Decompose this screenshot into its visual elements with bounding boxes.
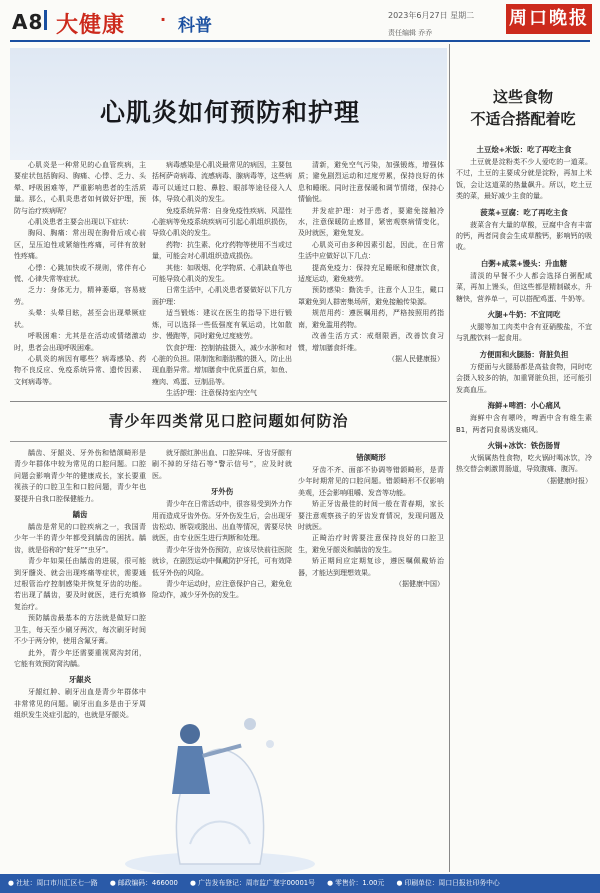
subhead-malocclusion: 错颌畸形 [356,453,386,462]
article2-rule [10,441,447,442]
footer-item: ● 零售价：1.00元 [327,879,385,887]
sidebar-source: （据健康时报） [543,476,592,485]
page-header [0,0,600,50]
article2-column-3: 错颌畸形 牙齿不齐、面部不协调等错颌畸形，是青少年时期常见的口腔问题。错颌畸形不仅影响美观，还会影响咀嚼、发音等功能。 矫正牙齿最佳的时间一般在青春期，家长要注意观察孩子的牙齿发育情况，发现问题及时就医。 正畸治疗时需要注意保持良好的口腔卫生，避免牙龈炎和龋齿的发生。 矫正期间应定期复诊，遵医嘱佩戴矫治器，才能达到理想效果。 （据健康中国） [298,448,444,688]
header-rule [10,40,590,42]
article-separator [10,401,447,402]
article2-source: （据健康中国） [395,580,444,589]
sidebar-subhead: 菠菜+豆腐：吃了再吃主食 [480,207,568,217]
sidebar-subhead: 方便面和火腿肠：肾脏负担 [479,349,569,359]
article2-column-2: 就牙龈红肿出血、口腔异味、牙齿牙龈有刷不掉的牙结石等“警示信号”，应及时就医。 牙外伤 青少年在日常活动中，很容易受到外力作用而造成牙齿外伤。牙外伤发生后，会出现牙齿松动、断裂或脱出、出血等情况，需要尽快就医，由专业医生进行判断和处理。 青少年牙齿外伤预防，应该尽快前往医院就诊，在剧烈运动中佩戴防护牙托，可有效降低牙外伤的风险。 青少年运动时，应注意保护自己，避免危险动作，减少牙外伤的发生。 [152,449,292,600]
sidebar-subhead: 土豆烩+米饭：吃了再吃主食 [476,145,572,154]
footer-item: ● 广告发布登记：周市监广登字00001号 [190,879,315,887]
section-name: 大健康 [56,12,126,38]
page-footer [0,874,600,893]
footer-item: ● 邮政编码：466000 [109,879,178,887]
article2-column-1: 龋齿、牙龈炎、牙外伤和错颌畸形是青少年群体中较为常见的口腔问题。口腔问题会影响青少年的健康成长，家长要重视孩子的口腔卫生和口腔问题，青少年也要提升自我口腔保健能力。 龋齿 龋齿是常见的口腔疾病之一，我国青少年一半的青少年都受到龋齿的困扰。龋齿，就是俗称的“蛀牙”“虫牙”。 青少年如果任由龋齿的进展，很可能到牙髓炎、就会出现疼痛等症状，需要通过根管治疗控制感染并恢复牙齿的功能。若出现了龋齿，要及时就医，进行充填修复治疗。 预防龋齿最基本的方法就是做好口腔卫生，每天至少刷牙两次，每次刷牙时间不少于两分钟，使用含氟牙膏。 此外，青少年还需要重视窝沟封闭，它能有效预防窝沟龋。 牙龈炎 牙龈红肿、刷牙出血是青少年群体中非常常见的问题。刷牙出血多是由于牙周组织发生炎症引起的，也就是牙龈炎。 [14,449,146,720]
issue-date: 2023年6月27日 星期二 [388,11,475,20]
article1-column-3: 清新，避免空气污染，加强锻炼，增强体质；避免剧烈运动和过度劳累，保持良好的休息和睡眠。同时注意保暖和调节情绪，保持心情愉悦。 并发症护理：对于患者，要避免接触冷水，注意保暖防止感冒，紧密观察病情变化，及时就医，避免复发。 心肌炎可由多种因素引起，因此，在日常生活中应做好以下几点： 提高免疫力：保持充足睡眠和健康饮食，适度运动，避免疲劳。 预防感染：勤洗手，注意个人卫生，戴口罩避免到人群密集场所，避免接触传染源。 规范用药：遵医嘱用药，严格按照用药指南，避免滥用药物。 改善生活方式：戒烟限酒，改善饮食习惯，增加膳食纤维。 （据人民健康报） [298,160,444,400]
column-divider [449,44,450,872]
sidebar-subhead: 海鲜+啤酒：小心痛风 [487,401,561,411]
sidebar-title-line-2: 不适合搭配着吃 [470,110,576,128]
subhead-gingivitis: 牙龈炎 [68,675,92,685]
header-divider [44,10,47,30]
sidebar-subhead: 白粥+咸菜+馒头：升血糖 [480,258,568,268]
article1-source: （据人民健康报） [388,354,444,363]
editor-credit: 责任编辑 乔乔 [388,29,433,37]
sidebar-subhead: 火锅+冰饮：铁伤肠胃 [487,440,561,450]
article1-headline: 心肌炎如何预防和护理 [99,98,360,127]
page-number: A8 [12,10,44,34]
footer-item: ● 印刷单位：周口日报社印务中心 [396,879,500,887]
section-dot: · [160,10,167,29]
subhead-dental-trauma: 牙外伤 [210,487,234,497]
subsection-name: 科普 [178,16,212,36]
sidebar-title-line-1: 这些食物 [492,88,553,106]
article2-headline: 青少年四类常见口腔问题如何防治 [108,412,349,430]
article1-column-2: 病毒感染是心肌炎最常见的病因，主要包括柯萨奇病毒、流感病毒、腺病毒等，这些病毒可以通过口腔、鼻腔、眼部等途径侵入人体，导致心肌炎的发生。 免疫系统异常：自身免疫性疾病、风湿性心脏病等免疫系统疾病可引起心肌组织损伤，导致心肌炎的发生。 药物：抗生素、化疗药物等使用不当或过量，可能会对心肌组织造成损伤。 其他：如吸烟、化学物质、心肌缺血等也可能导致心肌炎的发生。 日常生活中，心肌炎患者要做好以下几方面护理： 适当锻炼：建议在医生的指导下进行锻炼，可以选择一些低强度有氧运动，比如散步、慢跑等，同时避免过度疲劳。 饮食护理：控制钠盐摄入，减少水肿和对心脏的负担。限制饱和脂肪酸的摄入，防止出现血脂异常。增加膳食中优质蛋白质，如鱼、瘦肉、鸡蛋、豆制品等。 生活护理：注意保持室内空气 [152,161,292,398]
article1-column-1: 心肌炎是一种常见的心血管疾病，主要症状包括胸闷、胸痛、心悸、乏力、头晕、呼吸困难等，严重影响患者的生活质量。那么，心肌炎患者如何做好护理，预防与治疗疾病呢？ 心肌炎患者主要会出现以下症状： 胸闷、胸痛：常出现在胸骨后或心前区，呈压迫性或紧缩性疼痛，可伴有放射性疼痛。 心悸：心跳加快或不规则，常伴有心慌、心律失常等症状。 乏力：身体无力，精神萎靡，容易疲劳。 头晕：头晕目眩，甚至会出现晕厥症状。 呼吸困难：尤其是在活动或情绪激动时，患者会出现呼吸困难。 心肌炎的病因有哪些？病毒感染、药物不良反应、免疫系统异常、遗传因素、文何病毒等。 [14,161,146,386]
subhead-caries: 龋齿 [72,510,88,520]
dentist-tooth-illustration [120,694,320,876]
sidebar-subhead: 火腿+牛奶：不宜同吃 [487,310,561,320]
footer-item: ● 社址：周口市川汇区七一路 [8,879,98,887]
sidebar-body: 土豆烩+米饭：吃了再吃主食 土豆就是淀粉类不少人爱吃的一道菜。不过，土豆的主要成分就是淀粉，再加上米饭，会让这道菜的热量飙升。所以，吃土豆类的菜，最好减少主食的量。 菠菜+豆腐：吃了再吃主食 菠菜含有大量的草酸，豆腐中含有丰富的钙，两者同食会生成草酸钙，影响钙的吸收。 白粥+咸菜+馒头：升血糖 清淡的早餐不少人都会选择白粥配咸菜，再加上馒头，但这些都是精制碳水，升糖快，营养单一，可以搭配鸡蛋、牛奶等。 火腿+牛奶：不宜同吃 火腿等加工肉类中含有亚硝酸盐，不宜与乳酸饮料一起食用。 方便面和火腿肠：肾脏负担 方便面与火腿肠都是高盐食物，同时吃会摄入较多的钠，加重肾脏负担，还可能引发高血压。 海鲜+啤酒：小心痛风 海鲜中含有嘌呤，啤酒中含有维生素B1，两者同食易诱发痛风。 火锅+冰饮：铁伤肠胃 火锅属热性食物，吃火锅时喝冰饮，冷热交替会刺激胃肠道，导致腹痛、腹泻。 （据健康时报） [456,140,592,872]
newspaper-logo: 周口晚报 [506,4,592,34]
